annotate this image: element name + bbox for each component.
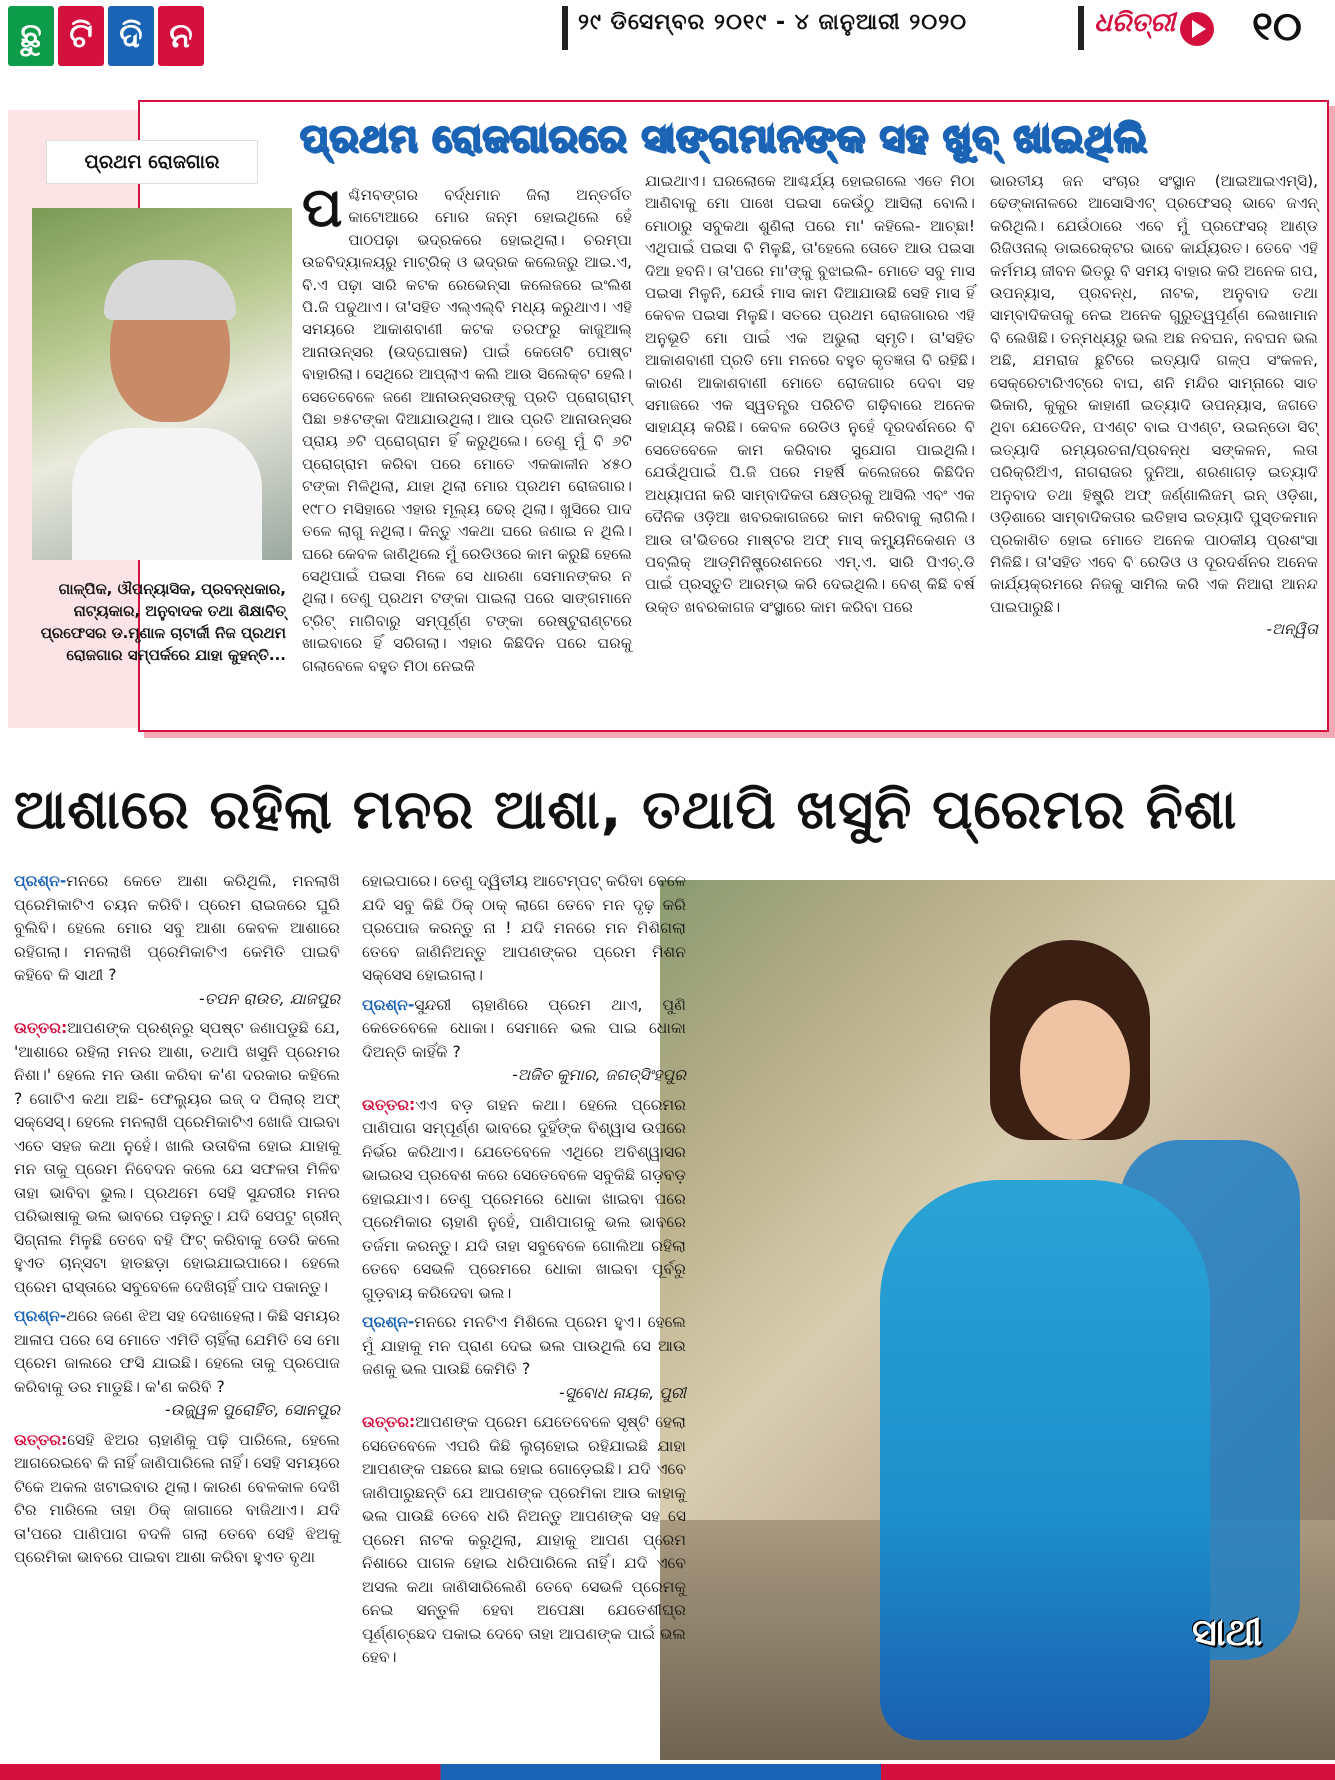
author-photo	[32, 208, 292, 560]
author-caption: ଗାଳ୍ପିକ, ଔପନ୍ୟାସିକ, ପ୍ରବନ୍ଧକାର, ନାଟ୍ୟକାର, ଅନୁବାଦକ ତଥା ଶିକ୍ଷାବିତ୍ ପ୍ରଫେସର ଡ.ମୃଣାଳ ଚାଟାର୍ଜୀ ନିଜ ପ୍ରଥମ ରୋଜଗାର ସମ୍ପର୍କରେ ଯାହା କୁହନ୍ତି...	[40, 580, 286, 664]
header-divider-left	[562, 6, 568, 50]
play-icon	[1180, 12, 1214, 46]
answer	[14, 1429, 340, 1570]
question	[362, 1311, 686, 1405]
article1-tag: ପ୍ରଥମ ରୋଜଗାର	[46, 140, 258, 184]
page-number: ୧୦	[1252, 4, 1302, 50]
qa-text: ସୁନ୍ଦରୀ ଚାହାଣିରେ ପ୍ରେମ ଥାଏ, ପୁଣି କେତେବେଳେ ଧୋକା। ସେମାନେ ଭଲ ପାଇ ଧୋକା ଦିଅନ୍ତି କାହିଁକି ?	[362, 995, 686, 1061]
article1-headline: ପ୍ରଥମ ରୋଜଗାରରେ ସାଙ୍ଗମାନଙ୍କ ସହ ଖୁବ୍ ଖାଇଥିଲି	[300, 116, 1148, 160]
answer-label: ଉତ୍ତର:	[362, 1095, 416, 1114]
reader-byline: -ଉଜ୍ଜ୍ୱଳ ପୁରୋହିତ, ସୋନପୁର	[164, 1401, 340, 1419]
reader-byline: -ତପନ ରାଉତ, ଯାଜପୁର	[199, 989, 340, 1008]
qa-text: ଥରେ ଜଣେ ଝିଅ ସହ ଦେଖାହେଲା। କିଛି ସମୟର ଆଳାପ ପରେ ସେ ମୋତେ ଏମିତି ଚାହିଁଲା ଯେମିତି ସେ ମୋ ପ୍ରେମ ଜାଲରେ ଫସି ଯାଇଛି। ହେଲେ ତାକୁ ପ୍ରପୋଜ କରିବାକୁ ଡର ମାଡୁଛି। କ'ଣ କରିବି ?	[14, 1307, 340, 1396]
question	[362, 994, 686, 1088]
header-divider-right	[1078, 6, 1084, 50]
logo-letter-1: ଛୁ	[8, 6, 54, 66]
qa-text: ଆପଣଙ୍କ ପ୍ରଶ୍ନରୁ ସ୍ପଷ୍ଟ ଜଣାପଡୁଛି ଯେ, 'ଆଶାରେ ରହିଲା ମନର ଆଶା, ତଥାପି ଖସୁନି ପ୍ରେମର ନିଶା।' ହେଲେ ମନ ଊଣା କରିବା କ'ଣ ଦରକାର କହିଲେ ? ଗୋଟିଏ କଥା ଅଛି- ଫେଲ୍ୟୁର ଇଜ୍ ଦ ପିଲାର୍ ଅଫ୍ ସକ୍‌ସେସ୍। ହେଲେ ମନଲାଖି ପ୍ରେମିକାଟିଏ ଖୋଜି ପାଇବା ଏତେ ସହଜ କଥା ନୁହେଁ। ଖାଲି ଉତାବିଳା ହୋଇ ଯାହାକୁ ମନ ତାକୁ ପ୍ରେମ ନିବେଦନ କଲେ ଯେ ସଫଳତା ମିଳିବ ତାହା ଭାବିବା ଭୁଲ। ପ୍ରଥମେ ସେହି ସୁନ୍ଦରୀର ମନର ପରିଭାଷାକୁ ଭଲ ଭାବରେ ପଢ଼ନ୍ତୁ। ଯଦି ସେପଟୁ ଗ୍ରୀନ୍ ସିଗ୍‌ନାଲ ମିଳୁଛି ତେବେ ବହି ଫିଟ୍ କରିବାକୁ ଡେରି କଲେ ହୁଏତ ଚାନ୍ସଟା ହାତଛଡ଼ା ହୋଇଯାଇପାରେ। ହେଲେ ପ୍ରେମ ରାସ୍ତାରେ ସବୁବେଳେ ଦେଖିଚାହିଁ ପାଦ ପକାନ୍ତୁ।	[14, 1019, 340, 1296]
question	[14, 1305, 340, 1423]
photo-label: ସାଥୀ	[1192, 1610, 1263, 1654]
footer-strip	[0, 1764, 1335, 1780]
article1-column-1	[302, 176, 632, 677]
qa-text: ମନରେ ମନଟିଏ ମିଶିଲେ ପ୍ରେମ ହୁଏ। ହେଲେ ମୁଁ ଯାହାକୁ ମନ ପ୍ରାଣ ଦେଇ ଭଲ ପାଉଥିଲି ସେ ଆଉ ଜଣକୁ ଭଲ ପାଉଛି କେମିତି ?	[362, 1313, 686, 1378]
question-label: ପ୍ରଶ୍ନ-	[14, 872, 67, 890]
reader-byline: -ଅଜିତ କୁମାର, ଜଗତ୍‌ସିଂହପୁର	[512, 1066, 686, 1084]
reader-byline: -ସୁବୋଧ ନାୟକ, ପୁରୀ	[558, 1383, 686, 1402]
article2-headline: ଆଶାରେ ରହିଲା ମନର ଆଶା, ତଥାପି ଖସୁନି ପ୍ରେମର ନିଶା	[14, 778, 1238, 841]
answer-label: ଉତ୍ତର:	[362, 1413, 416, 1431]
qa-text: ସେହି ଝିଅର ଚାହାଣିକୁ ପଢ଼ି ପାରିଲେ, ହେଲେ ଆଗରେଇବେ କି ନାହିଁ ଜାଣିପାରିଲେ ନାହିଁ। ସେହି ସମୟରେ ଟିକେ ଅକଲ ଖଟାଇବାର ଥିଲା। କାରଣ ବେଳକାଳ ଦେଖି ଟିର ମାରିଲେ ତାହା ଠିକ୍ ଜାଗାରେ ବାଜିଥାଏ। ଯଦି ତା'ପରେ ପାଣିପାଗ ବଦଳି ଗଲା ତେବେ ସେହି ଝିଅକୁ ପ୍ରେମିକା ଭାବରେ ପାଇବା ଆଶା କରିବା ହୁଏତ ବୃଥା	[14, 1430, 340, 1566]
article1-col1-text: ଶ୍ଚିମବଙ୍ଗର ବର୍ଦ୍ଧମାନ ଜିଲା ଅନ୍ତର୍ଗତ କାଟୋଆରେ ମୋର ଜନ୍ମ ହୋଇଥିଲେ ହେଁ ପାଠପଢ଼ା ଭଦ୍ରକରେ ହୋଇଥିଲା। ଚରମ୍ପା ଉଚ୍ଚବିଦ୍ୟାଳୟରୁ ମାଟ୍ରିକ୍ ଓ ଭଦ୍ରକ କଲେଜରୁ ଆଇ.ଏ, ବି.ଏ ପଢ଼ା ସାରି କଟକ ରେଭେନ୍ସା କଲେଜରେ ଇଂଲିଶ ପି.ଜି ପଢୁଥାଏ। ତା'ସହିତ ଏଲ୍ଏଲ୍‌ବି ମଧ୍ୟ କରୁଥାଏ। ଏହି ସମୟରେ ଆକାଶବାଣୀ କଟକ ତରଫରୁ କାଜୁଆଲ୍ ଆନାଉନ୍ସର (ଉଦ୍‌ଘୋଷକ) ପାଇଁ କେତୋଟି ପୋଷ୍ଟ ବାହାରିଲା। ସେଥିରେ ଆପ୍ଲାଏ କଲି ଆଉ ସିଲେକ୍ଟ ହେଲି। ସେତେବେଳେ ଜଣେ ଆନାଉନ୍ସରଙ୍କୁ ପ୍ରତି ପ୍ରୋଗ୍ରାମ୍ ପିଛା ୭୫ଟଙ୍କା ଦିଆଯାଉଥିଲା। ଆଉ ପ୍ରତି ଆନାଉନ୍ସର ପ୍ରାୟ ୬ଟି ପ୍ରୋଗ୍ରାମ ହିଁ କରୁଥିଲେ। ତେଣୁ ମୁଁ ବି ୬ଟି ପ୍ରୋଗ୍ରାମ କରିବା ପରେ ମୋତେ ଏକକାଳୀନ ୪୫୦ ଟଙ୍କା ମିଳିଥିଲା, ଯାହା ଥିଲା ମୋର ପ୍ରଥମ ରୋଜଗାର। ୧୯୮୦ ମସିହାରେ ଏହାର ମୂଲ୍ୟ ଢେର୍ ଥିଲା। ଖୁସିରେ ପାଦ ତଳେ ଲାଗୁ ନଥିଲା। କିନ୍ତୁ ଏକଥା ଘରେ ଜଣାଇ ନ ଥିଲି। ଘରେ କେବଳ ଜାଣିଥିଲେ ମୁଁ ରେଡିଓରେ କାମ କରୁଛି ହେଲେ ସେଥିପାଇଁ ପଇସା ମିଳେ ସେ ଧାରଣା ସେମାନଙ୍କର ନ ଥିଲା। ତେଣୁ ପ୍ରଥମ ଟଙ୍କା ପାଇଲା ପରେ ସାଙ୍ଗମାନେ ଟ୍ରିଟ୍ ମାଗିବାରୁ ସମ୍ପୂର୍ଣ୍ଣ ଟଙ୍କା ରେଷ୍ଟୁରାଣ୍ଟରେ ଖାଇବାରେ ହିଁ ସରିଗଲା। ଏହାର କିଛିଦିନ ପରେ ଘରକୁ ଗଲାବେଳେ ବହୁତ ମିଠା ନେଇକି	[302, 186, 632, 675]
logo-letter-3: ଦି	[108, 6, 154, 66]
article1-column-3	[990, 170, 1318, 641]
qa-text: ଆପଣଙ୍କ ପ୍ରେମ ଯେତେବେଳେ ସୃଷ୍ଟି ହେଲା ସେତେବେଳେ ଏପରି କିଛି ଲୁଚାହୋଇ ରହିଯାଇଛି ଯାହା ଆପଣଙ୍କ ପଛରେ ଛାଇ ହୋଇ ଗୋଡ଼େଇଛି। ଯଦି ଏବେ ଜାଣିପାରୁଛନ୍ତି ଯେ ଆପଣଙ୍କ ପ୍ରେମିକା ଆଉ କାହାକୁ ଭଲ ପାଉଛି ତେବେ ଧରି ନିଅନ୍ତୁ ଆପଣଙ୍କ ସହ ସେ ପ୍ରେମ ନାଟକ କରୁଥିଲା, ଯାହାକୁ ଆପଣ ପ୍ରେମ ନିଶାରେ ପାଗଳ ହୋଇ ଧରିପାରିଲେ ନାହିଁ। ଯଦି ଏବେ ଅସଲ କଥା ଜାଣିସାରିଲେଣି ତେବେ ସେଭଳି ପ୍ରେମକୁ ନେଇ ସନ୍ତୁଳି ହେବା ଅପେକ୍ଷା ଯେତେଶୀଘ୍ର ପୂର୍ଣ୍ଣଚ୍ଛେଦ ପକାଇ ଦେବେ ତାହା ଆପଣଙ୍କ ପାଇଁ ଭଲ ହେବ।	[362, 1413, 686, 1666]
article1-signature: -ଅନ୍ୱିତା	[1266, 620, 1318, 639]
qa-text: ହୋଇପାରେ। ତେଣୁ ଦ୍ୱିତୀୟ ଆଟେମ୍ପଟ୍ କରିବା ବେଳେ ଯଦି ସବୁ କିଛି ଠିକ୍ ଠାକ୍ ଲାଗେ ତେବେ ମନ ଦୃଢ଼ କରି ପ୍ରପୋଜ କରନ୍ତୁ ନା ! ଯଦି ମନରେ ମନ ମିଶିଗଲା ତେବେ ଜାଣିନିଅନ୍ତୁ ଆପଣଙ୍କର ପ୍ରେମ ମିଶନ ସକ୍‌ସେସ ହୋଇଗଲା।	[362, 872, 686, 984]
answer-continued	[362, 870, 686, 988]
qa-column-1	[14, 870, 340, 1576]
logo-letter-2: ଟି	[58, 6, 104, 66]
answer	[362, 1411, 686, 1670]
article1-column-2	[645, 170, 975, 618]
question-label: ପ୍ରଶ୍ନ-	[362, 1313, 415, 1331]
article1-dropcap: ପ	[302, 176, 343, 239]
answer-label: ଉତ୍ତର:	[14, 1430, 68, 1449]
answer-label: ଉତ୍ତର:	[14, 1019, 68, 1037]
section-logo	[8, 6, 204, 66]
question-label: ପ୍ରଶ୍ନ-	[14, 1307, 67, 1325]
answer	[362, 1094, 686, 1306]
question-label: ପ୍ରଶ୍ନ-	[362, 995, 415, 1014]
qa-text: ମନରେ କେତେ ଆଶା କରିଥିଲି, ମନଲାଖି ପ୍ରେମିକାଟିଏ ଚୟନ କରିବି। ପ୍ରେମ ରାଇଜରେ ଘୁରି ବୁଲିବି। ହେଲେ ମୋର ସବୁ ଆଶା କେବଳ ଆଶାରେ ରହିଗଲା। ମନଲାଖି ପ୍ରେମିକାଟିଏ କେମିତି ପାଇବି କହିବେ କି ସାଥୀ ?	[14, 872, 340, 984]
brand-logo: ଧରିତ୍ରୀ	[1094, 8, 1176, 38]
article1-col2-text: ଯାଇଥାଏ। ଘରଲୋକେ ଆଶ୍ଚର୍ଯ୍ୟ ହୋଇଗଲେ ଏତେ ମିଠା ଆଣିବାକୁ ମୋ ପାଖେ ପଇସା କେଉଁଠୁ ଆସିଲା ବୋଲି। ମୋଠାରୁ ସବୁକଥା ଶୁଣିଲା ପରେ ମା' କହିଲେ- ଆଚ୍ଛା! ଏଥିପାଇଁ ପଇସା ବି ମିଳୁଛି, ତା'ହେଲେ ତୋତେ ଆଉ ପଇସା ଦିଆ ହବନି। ତା'ପରେ ମା'ଙ୍କୁ ବୁଝାଇଲି- ମୋତେ ସବୁ ମାସ ପଇସା ମିଳୁନି, ଯେଉଁ ମାସ କାମ ଦିଆଯାଉଛି ସେହି ମାସ ହିଁ କେବଳ ପଇସା ମିଳୁଛି। ସତରେ ପ୍ରଥମ ରୋଜଗାରର ଏହି ଅନୁଭୂତି ମୋ ପାଇଁ ଏକ ଅଭୁଲା ସ୍ମୃତି। ତା'ସହିତ ଆକାଶବାଣୀ ପ୍ରତି ମୋ ମନରେ ବହୁତ କୃତଜ୍ଞତା ବି ରହିଛି। କାରଣ ଆକାଶବାଣୀ ମୋତେ ରୋଜଗାର ଦେବା ସହ ସମାଜରେ ଏକ ସ୍ୱତନ୍ତ୍ର ପରିଚିତି ଗଢ଼ିବାରେ ଅନେକ ସାହାଯ୍ୟ କରିଛି। କେବଳ ରେଡିଓ ନୁହେଁ ଦୂରଦର୍ଶନରେ ବି ସେତେବେଳେ କାମ କରିବାର ସୁଯୋଗ ପାଇଥିଲି। ଯେଉଁଥିପାଇଁ ପି.ଜି ପରେ ମହର୍ଷି କଲେଜରେ କିଛିଦିନ ଅଧ୍ୟାପନା କରି ସାମ୍ବାଦିକତା କ୍ଷେତ୍ରକୁ ଆସିଲି ଏବଂ ଏକ ଦୈନିକ ଓଡ଼ିଆ ଖବରକାଗଜରେ କାମ କରିବାକୁ ଲାଗିଲି। ଆଉ ତା'ଭିତରେ ମାଷ୍ଟର ଅଫ୍ ମାସ୍ କମ୍ୟୁନିକେଶନ ଓ ପବ୍ଲିକ୍ ଆଡ୍‌ମିନିଷ୍ଟ୍ରେଶନରେ ଏମ୍.ଏ. ସାରି ପିଏଚ୍.ଡି ପାଇଁ ପ୍ରସ୍ତୁତି ଆରମ୍ଭ କରି ଦେଇଥିଲି। ବେଶ୍ କିଛି ବର୍ଷ ଉକ୍ତ ଖବରକାଗଜ ସଂସ୍ଥାରେ କାମ କରିବା ପରେ	[645, 172, 975, 616]
article1-col3-text: ଭାରତୀୟ ଜନ ସଂଚାର ସଂସ୍ଥାନ (ଆଇଆଇଏମ୍‌ସି), ଢେଙ୍କାନାଳରେ ଆସୋସିଏଟ୍ ପ୍ରଫେସର୍ ଭାବେ ଜଏନ୍ କରିଥିଲି। ଯେଉଁଠାରେ ଏବେ ମୁଁ ପ୍ରଫେସର୍ ଆଣ୍ଡ ରିଜିଓନାଲ୍ ଡାଇରେକ୍ଟର ଭାବେ କାର୍ଯ୍ୟରତ। ତେବେ ଏହି କର୍ମମୟ ଜୀବନ ଭିତରୁ ବି ସମୟ ବାହାର କରି ଅନେକ ଗପ, ଉପନ୍ୟାସ, ପ୍ରବନ୍ଧ, ନାଟକ, ଅନୁବାଦ ତଥା ସାମ୍ବାଦିକତାକୁ ନେଇ ଅନେକ ଗୁରୁତ୍ୱପୂର୍ଣ୍ଣ ଲେଖାମାନ ବି ଲେଖିଛି। ତନ୍ମଧ୍ୟରୁ ଭଲ ଅଛ ନବଘନ, ନବଘନ ଭଲ ଅଛି, ଯମରାଜ ଛୁଟିରେ ଇତ୍ୟାଦି ଗଳ୍ପ ସଂକଳନ, ସେକ୍ରେଟାରିଏଟ୍‌ରେ ବାଘ, ଶନି ମନ୍ଦିର ସାମ୍ନାରେ ସାତ ଭିକାରି, କୁକୁର କାହାଣୀ ଇତ୍ୟାଦି ଉପନ୍ୟାସ, ଜଗତେ ଥିବା ଯେତେଦିନ, ପଏଣ୍ଟ ବାଇ ପଏଣ୍ଟ, ଉଇନ୍‌ଡୋ ସିଟ୍ ଇତ୍ୟାଦି ରମ୍ୟରଚନା/ପ୍ରବନ୍ଧ ସଙ୍କଳନ, ଲତା ପରିକ୍ରିଅିଏ, ନାଗରାଜର ଦୁନିଆ, ଶରଣାଗଡ଼ ଇତ୍ୟାଦି ଅନୁବାଦ ତଥା ହିଷ୍ଟ୍ରି ଅଫ୍ ଜର୍ଣ୍ଣାଲିଜମ୍ ଇନ୍ ଓଡ଼ିଶା, ଓଡ଼ିଶାରେ ସାମ୍ବାଦିକତାର ଇତିହାସ ଇତ୍ୟାଦି ପୁସ୍ତକମାନ ପ୍ରକାଶିତ ହୋଇ ମୋତେ ଅନେକ ପାଠକୀୟ ପ୍ରଶଂସା ମିଳିଛି। ତା'ସହିତ ଏବେ ବି ରେଡିଓ ଓ ଦୂରଦର୍ଶନର ଅନେକ କାର୍ଯ୍ୟକ୍ରମରେ ନିଜକୁ ସାମିଲ କରି ଏକ ନିଆରା ଆନନ୍ଦ ପାଇପାରୁଛି।	[990, 172, 1318, 616]
question	[14, 870, 340, 1011]
qa-text: ଏଏ ବଡ଼ ଗହନ କଥା। ହେଲେ ପ୍ରେମର ପାଣିପାଗ ସମ୍ପୂର୍ଣ୍ଣ ଭାବରେ ଦୁହିଁଙ୍କ ବିଶ୍ୱାସ ଉପରେ ନିର୍ଭର କରିଥାଏ। ଯେତେବେଳେ ଏଥିରେ ଅବିଶ୍ୱାସର ଭାଇରସ ପ୍ରବେଶ କରେ ସେତେବେଳେ ସବୁକିଛି ଗଡ଼ବଡ଼ ହୋଇଯାଏ। ତେଣୁ ପ୍ରେମରେ ଧୋକା ଖାଇବା ପରେ ପ୍ରେମିକାର ଚାହାଣି ନୁହେଁ, ପାଣିପାଗକୁ ଭଲ ଭାବରେ ତର୍ଜମା କରନ୍ତୁ। ଯଦି ତାହା ସବୁବେଳେ ଗୋଲିଆ ରହିଲା ତେବେ ସେଭଳି ପ୍ରେମରେ ଧୋକା ଖାଇବା ପୂର୍ବରୁ ଗୁଡ଼ବାୟ କରିଦେବା ଭଲ।	[362, 1095, 686, 1302]
qa-column-2	[362, 870, 686, 1676]
answer	[14, 1017, 340, 1299]
issue-date: ୨୯ ଡିସେମ୍ବର ୨୦୧୯ - ୪ ଜାନୁଆରୀ ୨୦୨୦	[578, 10, 968, 35]
logo-letter-4: ନ	[158, 6, 204, 66]
